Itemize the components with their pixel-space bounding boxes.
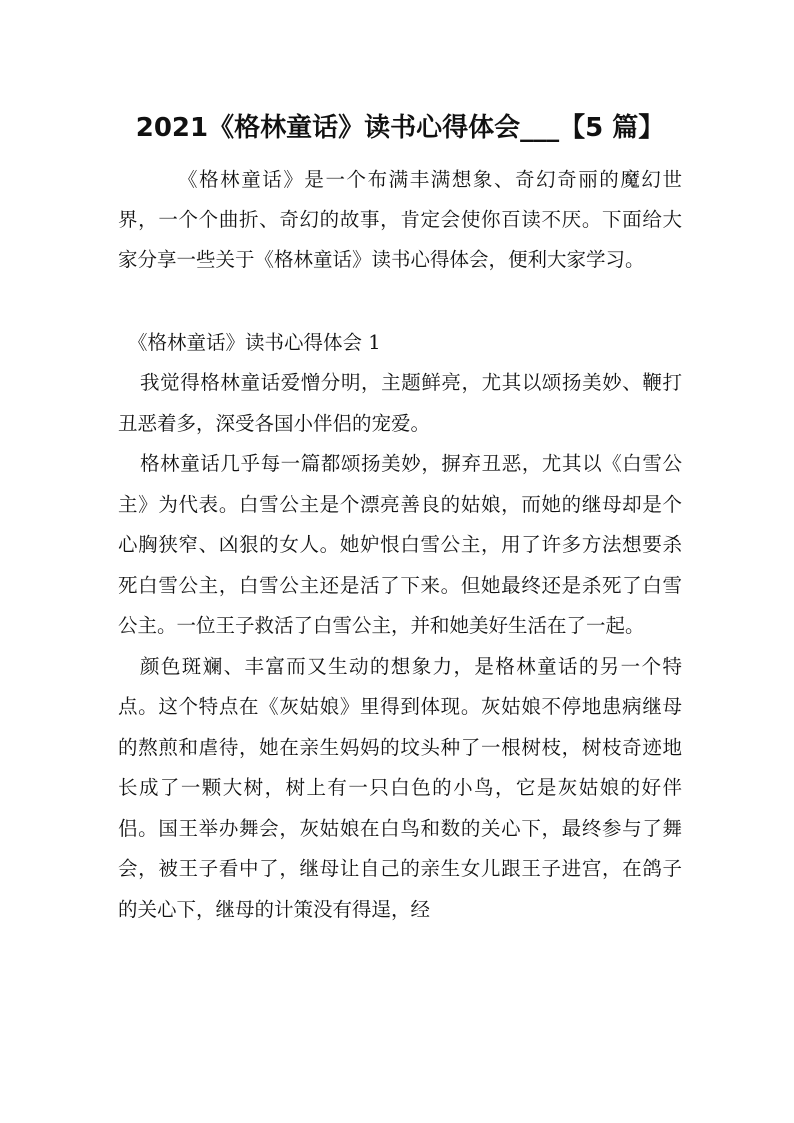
body-paragraph: 颜色斑斓、丰富而又生动的想象力，是格林童话的另一个特点。这个特点在《灰姑娘》里得到体现。灰姑娘不停地患病继母的熬煎和虐待，她在亲生妈妈的坟头种了一根树枝，树枝奇迹地长成了一颗大树，树上有一只白色的小鸟，它是灰姑娘的好伴侣。国王举办舞会，灰姑娘在白鸟和数的关心下，最终参与了舞会，被王子看中了，继母让自己的亲生女儿跟王子进宫，在鸽子的关心下，继母的计策没有得逞，经 <box>118 654 682 921</box>
body-paragraph: 我觉得格林童话爱憎分明，主题鲜亮，尤其以颂扬美妙、鞭打丑恶着多，深受各国小伴侣的宠爱。 <box>118 371 682 435</box>
document-title: 2021《格林童话》读书心得体会___【5 篇】 <box>135 113 665 143</box>
body-paragraph: 格林童话几乎每一篇都颂扬美妙，摒弃丑恶，尤其以《白雪公主》为代表。白雪公主是个漂亮善良的姑娘，而她的继母却是个心胸狭窄、凶狠的女人。她妒恨白雪公主，用了许多方法想要杀死白雪公主，白雪公主还是活了下来。但她最终还是杀死了白雪公主。一位王子救活了白雪公主，并和她美好生活在了一起。 <box>118 452 682 637</box>
section-heading: 《格林童话》读书心得体会 1 <box>128 331 381 354</box>
intro-paragraph: 《格林童话》是一个布满丰满想象、奇幻奇丽的魔幻世界，一个个曲折、奇幻的故事，肯定会使你百读不厌。下面给大家分享一些关于《格林童话》读书心得体会，便利大家学习。 <box>118 168 682 271</box>
section-spacer <box>118 280 682 323</box>
